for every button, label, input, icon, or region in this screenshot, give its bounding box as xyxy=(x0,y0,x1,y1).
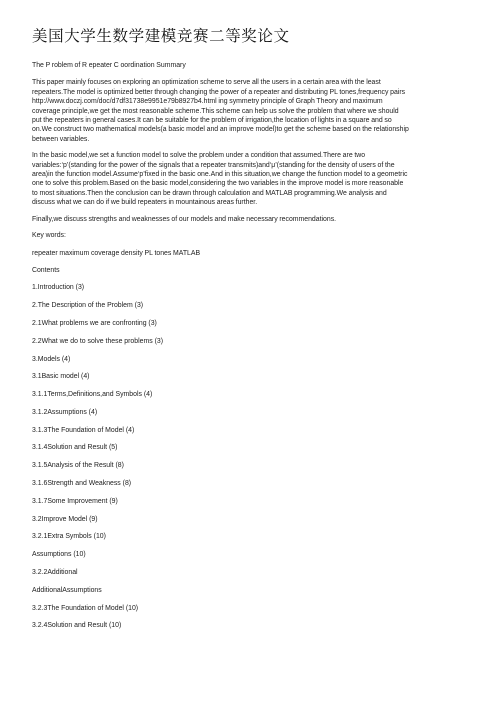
document-title: 美国大学生数学建模竞赛二等奖论文 xyxy=(32,27,290,45)
toc-entry: 3.2.2Additional xyxy=(32,569,78,577)
toc-entry: 3.Models (4) xyxy=(32,355,71,363)
text-line: variables:‘p’(standing for the power of the signals that a repeater transmits)and‘μ’(standing for the density of users of the xyxy=(32,161,395,169)
toc-entry: 3.2.4Solution and Result (10) xyxy=(32,622,122,630)
toc-entry: 1.Introduction (3) xyxy=(32,284,85,292)
text-line: to most situations.Then the conclusion can be drawn through calculation and MATLAB programming.We analysis and xyxy=(32,189,387,197)
toc-entry: 3.2.1Extra Symbols (10) xyxy=(32,533,106,541)
toc-entry: 3.1.3The Foundation of Model (4) xyxy=(32,426,135,434)
keywords-list: repeater maximum coverage density PL tones MATLAB xyxy=(32,249,201,257)
toc-entry: 3.1.4Solution and Result (5) xyxy=(32,444,118,452)
toc-entry: 3.2Improve Model (9) xyxy=(32,515,98,523)
contents-heading: Contents xyxy=(32,266,60,274)
toc-entry: 2.The Description of the Problem (3) xyxy=(32,302,144,310)
text-line: on.We construct two mathematical models(a basic model and an improve model)to get the scheme based on the relationship xyxy=(32,126,409,134)
toc-entry: 3.1.5Analysis of the Result (8) xyxy=(32,462,124,470)
text-line: http://www.doczj.com/doc/d7df31738e9951e79b8927b4.html ing symmetry principle of Graph Theory and maximum xyxy=(32,98,383,106)
toc-entry: 3.1.7Some Improvement (9) xyxy=(32,497,118,505)
abstract-paragraph-3 xyxy=(32,215,476,224)
toc-entry: 3.1.2Assumptions (4) xyxy=(32,408,98,416)
summary-title: The P roblem of R epeater C oordination Summary xyxy=(32,62,186,69)
text-line: This paper mainly focuses on exploring an optimization scheme to serve all the users in a certain area with the least xyxy=(32,79,381,87)
keywords-label: Key words: xyxy=(32,232,66,240)
text-line: repeaters.The model is optimized better through changing the power of a repeater and distributing PL tones,frequency pairs xyxy=(32,88,406,96)
toc-entry: 3.2.3The Foundation of Model (10) xyxy=(32,604,139,612)
text-line: Finally,we discuss strengths and weaknesses of our models and make necessary recommendations. xyxy=(32,215,337,223)
toc-entry: 3.1.6Strength and Weakness (8) xyxy=(32,480,132,488)
toc-entry: 2.2What we do to solve these problems (3) xyxy=(32,337,163,345)
text-line: In the basic model,we set a function model to solve the problem under a condition that assumed.There are two xyxy=(32,152,366,160)
toc-entry: 2.1What problems we are confronting (3) xyxy=(32,319,157,327)
toc-entry: 3.1.1Terms,Definitions,and Symbols (4) xyxy=(32,391,153,399)
toc-entry: Assumptions (10) xyxy=(32,551,86,559)
text-line: discuss what we can do if we build repeaters in mountainous areas further. xyxy=(32,199,258,207)
toc-entry: 3.1Basic model (4) xyxy=(32,373,90,381)
toc-entry: AdditionalAssumptions xyxy=(32,586,102,594)
text-line: coverage principle,we get the most reasonable scheme.This scheme can help us solve the problem that where we should xyxy=(32,107,399,115)
text-line: between variables. xyxy=(32,135,90,143)
text-line: one to solve this problem.Based on the basic model,considering the two variables in the improve model is more reasonable xyxy=(32,180,404,188)
text-line: put the repeaters in general cases.It can be suitable for the problem of irrigation,the location of lights in a square and so xyxy=(32,117,392,125)
table-of-contents xyxy=(32,283,476,631)
abstract-paragraph-1 xyxy=(32,78,476,144)
abstract-paragraph-2 xyxy=(32,151,476,207)
text-line: area)in the function model.Assume‘p’fixed in the basic one.And in this situation,we change the function model to a geometric xyxy=(32,171,408,179)
